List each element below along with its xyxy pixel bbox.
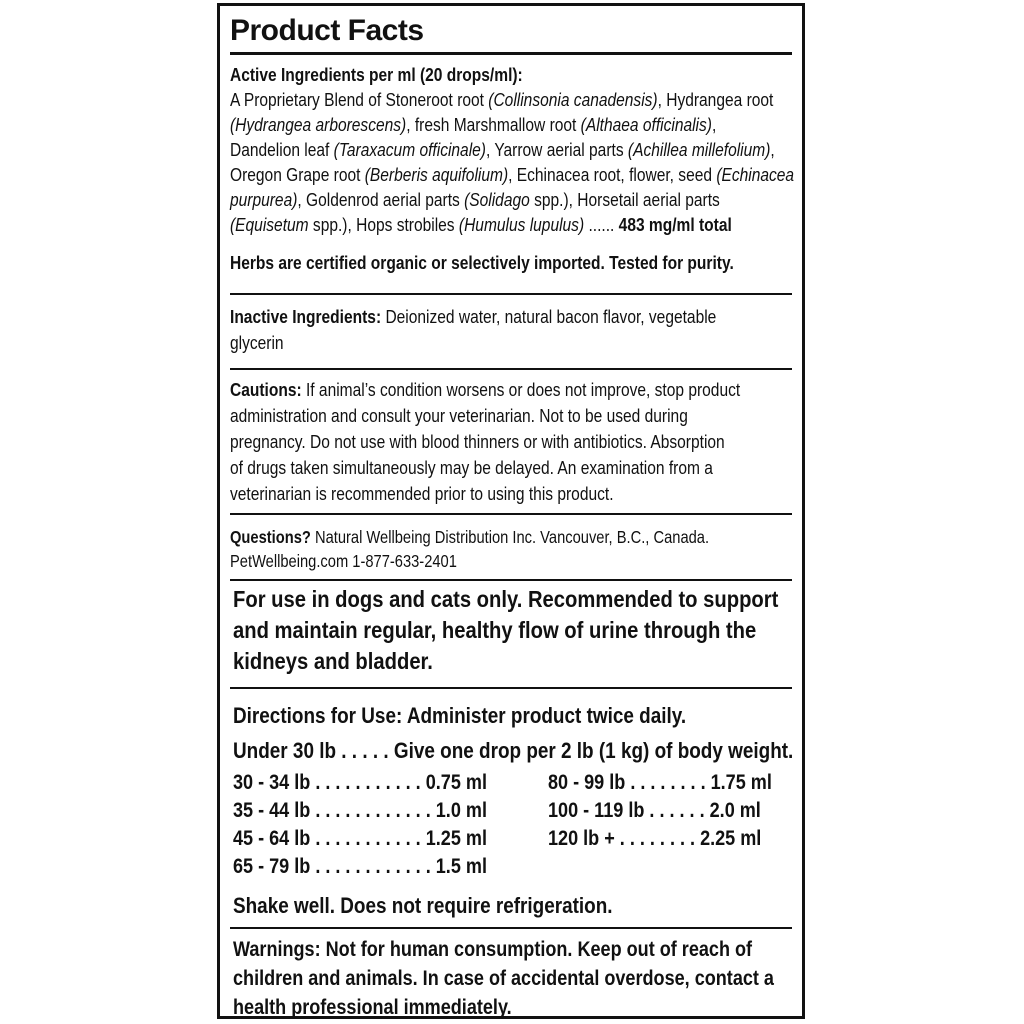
dose-amount: 2.25 ml (700, 827, 762, 850)
inactive-ingredients-line-2: glycerin (230, 332, 284, 353)
questions-label: Questions? (230, 527, 311, 547)
dose-leader: . . . . . . . . . . . (310, 771, 426, 794)
dose-amount: 2.0 ml (709, 799, 761, 822)
dose-leader: . . . . . . . . . . . . (310, 855, 436, 878)
active-ingredients-line-1 (230, 89, 773, 111)
active-ingredients-line-2 (230, 114, 716, 136)
dose-weight: 80 - 99 lb (548, 771, 626, 794)
latin-name: (Collinsonia canadensis) (488, 89, 658, 110)
divider (230, 513, 792, 515)
latin-name: (Taraxacum officinale) (333, 139, 486, 160)
dose-leader: . . . . . . . . (614, 827, 701, 850)
questions-line-1 (230, 527, 709, 548)
divider (230, 368, 792, 370)
inactive-ingredients-label: Inactive Ingredients: (230, 306, 382, 327)
text: , Hydrangea root (657, 89, 774, 110)
dose-leader: . . . . . . . . . . . (310, 827, 426, 850)
dose-leader: . . . . . . . . (625, 771, 711, 794)
dose-weight: 35 - 44 lb (233, 799, 311, 822)
latin-name: purpurea) (230, 189, 298, 210)
dose-row (233, 855, 487, 879)
latin-name: (Humulus lupulus) (458, 214, 585, 235)
dose-amount: 1.25 ml (425, 827, 487, 850)
warnings-line-3: health professional immediately. (233, 996, 512, 1019)
text: , (711, 114, 717, 135)
dose-weight: 120 lb + (548, 827, 615, 850)
text: Deionized water, natural bacon flavor, vegetable (381, 306, 717, 327)
dose-row (233, 771, 487, 795)
text: ...... (584, 214, 619, 235)
dose-amount: 1.75 ml (710, 771, 772, 794)
dose-row (233, 799, 487, 823)
cautions-line-5: veterinarian is recommended prior to using this product. (230, 483, 614, 504)
total-amount: 483 mg/ml total (618, 214, 732, 235)
cautions-label: Cautions: (230, 379, 302, 400)
active-ingredients-line-4 (230, 164, 794, 186)
directions-heading: Directions for Use: Administer product twice daily. (233, 703, 687, 728)
product-facts-panel (217, 3, 805, 1019)
cautions-line-4: of drugs taken simultaneously may be delayed. An examination from a (230, 457, 713, 478)
latin-name: (Solidago (464, 189, 530, 210)
text: Dandelion leaf (230, 139, 334, 160)
active-ingredients-heading: Active Ingredients per ml (20 drops/ml): (230, 64, 523, 85)
latin-name: (Echinacea (716, 164, 795, 185)
text: A Proprietary Blend of Stoneroot root (230, 89, 489, 110)
active-ingredients-line-3 (230, 139, 775, 161)
divider (230, 579, 792, 581)
latin-name: (Hydrangea arborescens) (230, 114, 407, 135)
dose-leader: . . . . . . . . . . . . (310, 799, 436, 822)
divider (230, 687, 792, 689)
text: , Goldenrod aerial parts (297, 189, 465, 210)
text: If animal’s condition worsens or does not improve, stop product (301, 379, 741, 400)
text: spp.) (308, 214, 348, 235)
dose-row (548, 799, 761, 823)
text: , Echinacea root, flower, seed (508, 164, 717, 185)
dose-amount: 1.0 ml (435, 799, 487, 822)
usage-line-3: kidneys and bladder. (233, 648, 433, 674)
text: , (770, 139, 775, 160)
latin-name: (Althaea officinalis) (580, 114, 712, 135)
dose-row (233, 827, 487, 851)
divider (230, 927, 792, 929)
cautions-line-3: pregnancy. Do not use with blood thinners or with antibiotics. Absorption (230, 431, 725, 452)
directions-under-30: Under 30 lb . . . . . Give one drop per 2 lb (1 kg) of body weight. (233, 738, 794, 763)
text: , fresh Marshmallow root (406, 114, 581, 135)
text: , Yarrow aerial parts (485, 139, 628, 160)
warnings-line-2: children and animals. In case of accidental overdose, contact a (233, 967, 774, 990)
dose-amount: 1.5 ml (435, 855, 487, 878)
text: , Hops strobiles (347, 214, 459, 235)
warnings-line-1 (233, 938, 752, 962)
active-ingredients-line-5 (230, 189, 720, 211)
dose-row (548, 827, 761, 851)
active-ingredients-line-6 (230, 214, 732, 236)
cautions-line-2: administration and consult your veterinarian. Not to be used during (230, 405, 688, 426)
text: Oregon Grape root (230, 164, 365, 185)
herbs-note: Herbs are certified organic or selectively imported. Tested for purity. (230, 252, 734, 273)
dose-weight: 45 - 64 lb (233, 827, 311, 850)
dose-weight: 65 - 79 lb (233, 855, 311, 878)
divider (230, 52, 792, 55)
page-title: Product Facts (230, 14, 424, 47)
text: , Horsetail aerial parts (568, 189, 720, 210)
dose-weight: 100 - 119 lb (548, 799, 645, 822)
text: Natural Wellbeing Distribution Inc. Vancouver, B.C., Canada. (310, 527, 710, 547)
latin-name: (Equisetum (230, 214, 309, 235)
storage-note: Shake well. Does not require refrigeration. (233, 893, 613, 918)
usage-line-2: and maintain regular, healthy flow of urine through the (233, 617, 757, 643)
questions-line-2: PetWellbeing.com 1-877-633-2401 (230, 551, 457, 571)
text: Not for human consumption. Keep out of reach of (320, 938, 753, 961)
latin-name: (Achillea millefolium) (627, 139, 771, 160)
warnings-label: Warnings: (233, 938, 321, 961)
divider (230, 293, 792, 295)
dose-amount: 0.75 ml (425, 771, 487, 794)
inactive-ingredients (230, 306, 716, 328)
usage-line-1: For use in dogs and cats only. Recommended to support (233, 586, 779, 612)
dose-row (548, 771, 772, 795)
latin-name: (Berberis aquifolium) (364, 164, 509, 185)
cautions-line-1 (230, 379, 740, 401)
text: spp.) (529, 189, 569, 210)
dose-weight: 30 - 34 lb (233, 771, 311, 794)
dose-leader: . . . . . . (644, 799, 710, 822)
